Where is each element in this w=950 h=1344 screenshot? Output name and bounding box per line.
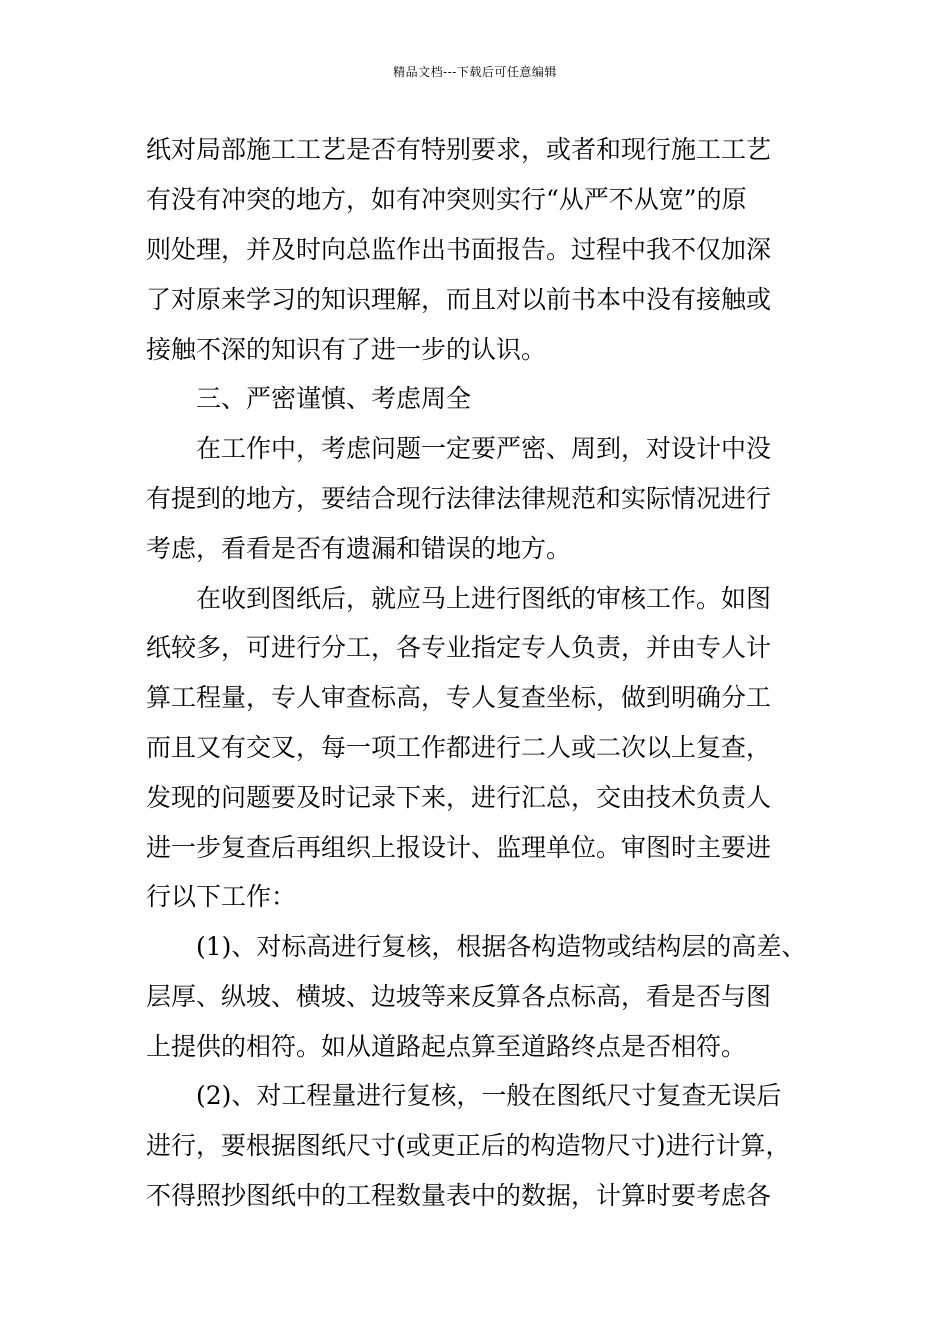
body-line: 有提到的地方，要结合现行法律法律规范和实际情况进行: [146, 484, 772, 513]
body-line: 纸对局部施工工艺是否有特别要求，或者和现行施工工艺: [146, 135, 772, 164]
page-header: 精品文档---下载后可任意编辑: [393, 65, 557, 79]
list-item-1: (1)、对标高进行复核，根据各构造物或结构层的高差、: [196, 932, 807, 961]
body-line: 则处理，并及时向总监作出书面报告。过程中我不仅加深: [146, 235, 772, 264]
body-line: 进一步复查后再组织上报设计、监理单位。审图时主要进: [146, 833, 772, 862]
body-line: 考虑，看看是否有遗漏和错误的地方。: [146, 534, 572, 563]
paragraph-first-line: 在收到图纸后，就应马上进行图纸的审核工作。如图: [196, 584, 772, 613]
list-item-2: (2)、对工程量进行复核，一般在图纸尺寸复查无误后: [196, 1081, 782, 1110]
body-line: 层厚、纵坡、横坡、边坡等来反算各点标高，看是否与图: [146, 982, 772, 1011]
body-line: 上提供的相符。如从道路起点算至道路终点是否相符。: [146, 1032, 747, 1061]
body-line: 不得照抄图纸中的工程数量表中的数据，计算时要考虑各: [146, 1181, 772, 1210]
body-line: 算工程量，专人审查标高，专人复查坐标，做到明确分工: [146, 683, 772, 712]
paragraph-first-line: 在工作中，考虑问题一定要严密、周到，对设计中没: [196, 434, 772, 463]
body-line: 而且又有交叉，每一项工作都进行二人或二次以上复查，: [146, 733, 772, 762]
body-line: 有没有冲突的地方，如有冲突则实行“从严不从宽”的原: [146, 185, 747, 214]
body-line: 发现的问题要及时记录下来，进行汇总，交由技术负责人: [146, 783, 772, 812]
body-line: 纸较多，可进行分工，各专业指定专人负责，并由专人计: [146, 633, 772, 662]
section-heading: 三、严密谨慎、考虑周全: [196, 384, 472, 413]
body-line: 行以下工作：: [146, 882, 297, 911]
body-line: 进行，要根据图纸尺寸(或更正后的构造物尺寸)进行计算，: [146, 1131, 791, 1160]
body-line: 接触不深的知识有了进一步的认识。: [146, 335, 547, 364]
body-line: 了对原来学习的知识理解，而且对以前书本中没有接触或: [146, 285, 772, 314]
